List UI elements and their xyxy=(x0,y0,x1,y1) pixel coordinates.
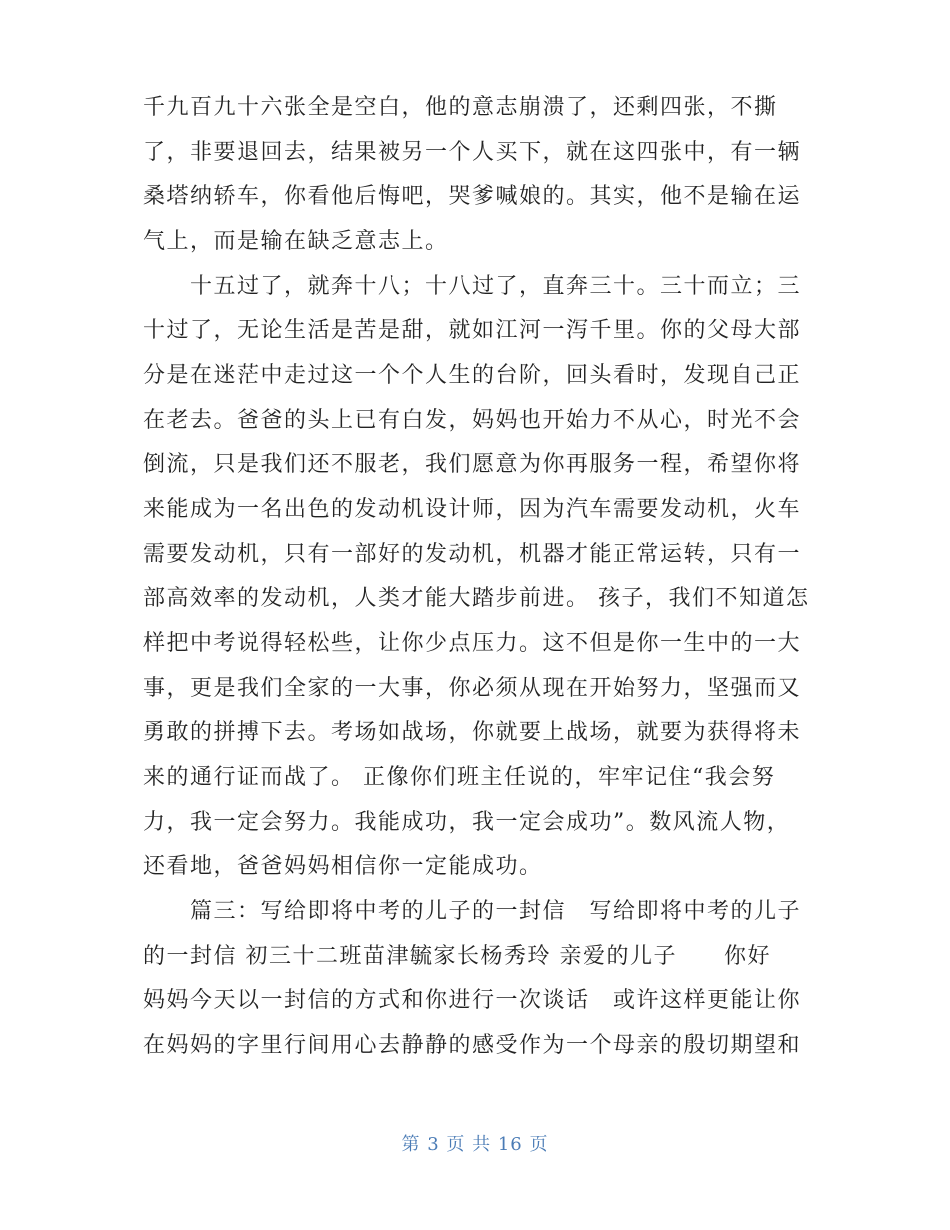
body-text-line: 妈妈今天以一封信的方式和你进行一次谈话 或许这样更能让你 xyxy=(143,988,802,1013)
body-text-line: 倒流，只是我们还不服老，我们愿意为你再服务一程，希望你将 xyxy=(143,452,802,477)
body-text-line: 篇三：写给即将中考的儿子的一封信 写给即将中考的儿子 xyxy=(143,899,802,924)
page-number-footer: 第 3 页 共 16 页 xyxy=(401,1134,549,1155)
body-text-line: 的一封信 初三十二班苗津毓家长杨秀玲 亲爱的儿子 你好 xyxy=(143,944,771,969)
body-text-line: 部高效率的发动机，人类才能大踏步前进。 孩子，我们不知道怎 xyxy=(143,586,810,611)
body-text-line: 桑塔纳轿车，你看他后悔吧，哭爹喊娘的。其实，他不是输在运 xyxy=(143,184,802,209)
body-text-line: 分是在迷茫中走过这一个个人生的台阶，回头看时，发现自己正 xyxy=(143,363,802,388)
body-text-line: 勇敢的拼搏下去。考场如战场，你就要上战场，就要为获得将未 xyxy=(143,720,802,745)
body-text-line: 了，非要退回去，结果被另一个人买下，就在这四张中，有一辆 xyxy=(143,140,802,165)
body-text-line: 十五过了，就奔十八；十八过了，直奔三十。三十而立；三 xyxy=(143,274,802,299)
body-text-line: 十过了，无论生活是苦是甜，就如江河一泻千里。你的父母大部 xyxy=(143,318,802,343)
body-text-line: 事，更是我们全家的一大事，你必须从现在开始努力，坚强而又 xyxy=(143,676,802,701)
body-text-line: 来能成为一名出色的发动机设计师，因为汽车需要发动机，火车 xyxy=(143,497,802,522)
body-text-line: 样把中考说得轻松些，让你少点压力。这不但是你一生中的一大 xyxy=(143,631,802,656)
body-text-line: 千九百九十六张全是空白，他的意志崩溃了，还剩四张，不撕 xyxy=(143,95,778,120)
body-text-line: 力，我一定会努力。我能成功，我一定会成功”。数风流人物， xyxy=(143,810,791,835)
body-text-line: 需要发动机，只有一部好的发动机，机器才能正常运转，只有一 xyxy=(143,542,802,567)
body-text-line: 在妈妈的字里行间用心去静静的感受作为一个母亲的殷切期望和 xyxy=(143,1033,802,1058)
body-text-line: 气上，而是输在缺乏意志上。 xyxy=(143,229,449,254)
body-text-line: 来的通行证而战了。 正像你们班主任说的，牢牢记住“我会努 xyxy=(143,765,776,790)
body-text-line: 在老去。爸爸的头上已有白发，妈妈也开始力不从心，时光不会 xyxy=(143,408,802,433)
body-text-line: 还看地，爸爸妈妈相信你一定能成功。 xyxy=(143,854,543,879)
